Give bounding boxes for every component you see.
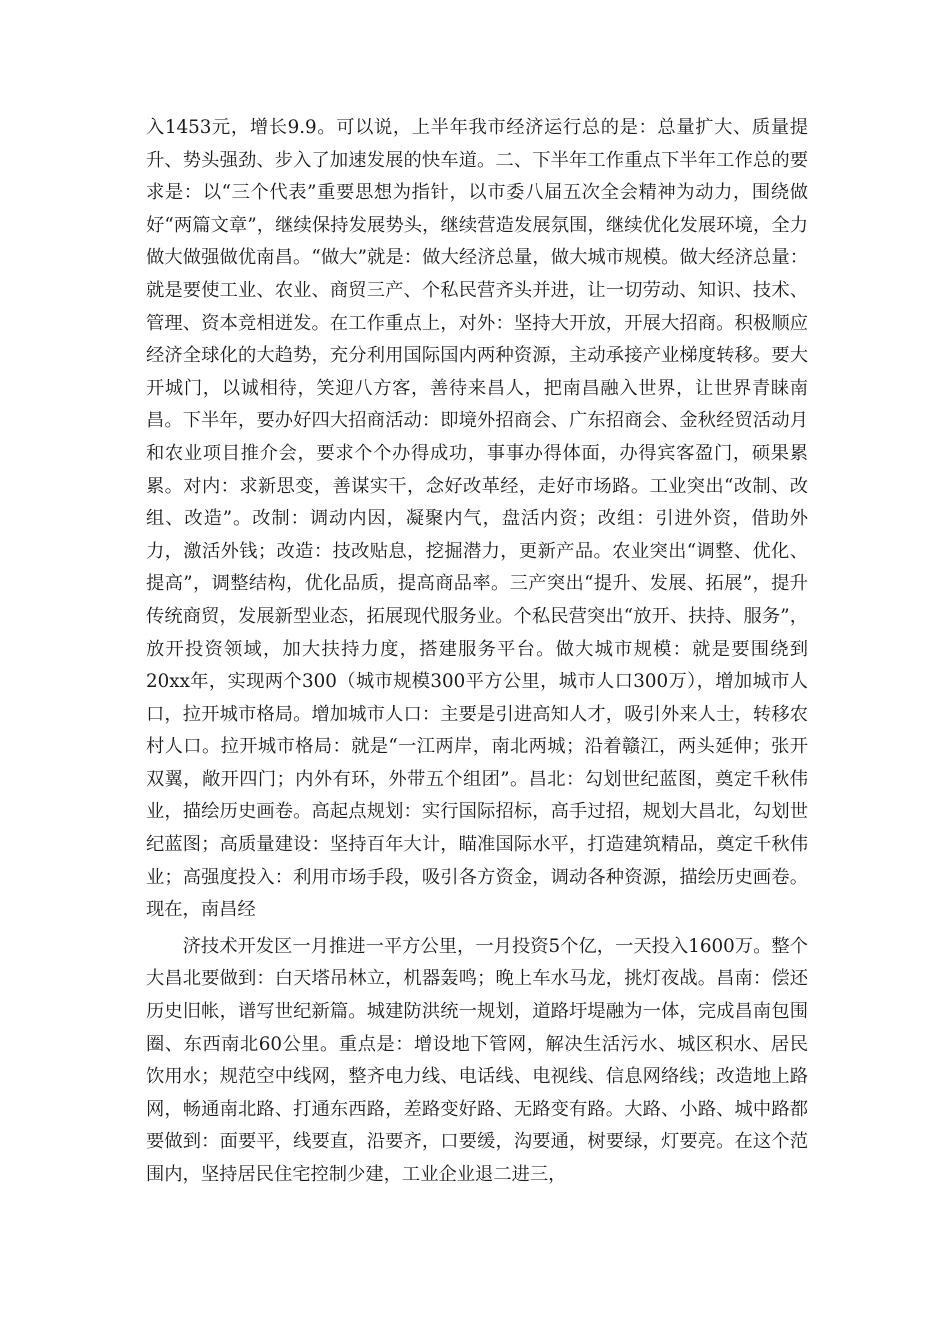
paragraph-2: 济技术开发区一月推进一平方公里，一月投资5个亿，一天投入1600万。整个大昌北要做到：白天塔吊林立，机器轰鸣；晚上车水马龙，挑灯夜战。昌南：偿还历史旧帐，谱写世纪新篇。城建防洪统一规划，道路圩堤融为一体，完成昌南包围圈、东西南北60公里。重点是：增设地下管网，解决生活污水、城区积水、居民饮用水；规范空中线网，整齐电力线、电话线、电视线、信息网络线；改造地上路网，畅通南北路、打通东西路，差路变好路、无路变有路。大路、小路、城中路都要做到：面要平，线要直，沿要齐，口要缓，沟要通，树要绿，灯要亮。在这个范围内，坚持居民住宅控制少建，工业企业退二进三， [146,935,808,1185]
paragraph-1: 入1453元，增长9.9。可以说，上半年我市经济运行总的是：总量扩大、质量提升、势头强劲、步入了加速发展的快车道。二、下半年工作重点下半年工作总的要求是：以“三个代表”重要思想为指针，以市委八届五次全会精神为动力，围绕做好“两篇文章”，继续保持发展势头，继续营造发展氛围，继续优化发展环境，全力做大做强做优南昌。“做大”就是：做大经济总量，做大城市规模。做大经济总量：就是要使工业、农业、商贸三产、个私民营齐头并进，让一切劳动、知识、技术、管理、资本竞相迸发。在工作重点上，对外：坚持大开放，开展大招商。积极顺应经济全球化的大趋势，充分利用国际国内两种资源，主动承接产业梯度转移。要大开城门，以诚相待，笑迎八方客，善待来昌人，把南昌融入世界，让世界青睐南昌。下半年，要办好四大招商活动：即境外招商会、广东招商会、金秋经贸活动月和农业项目推介会，要求个个办得成功，事事办得体面，办得宾客盈门，硕果累累。对内：求新思变，善谋实干，念好改革经，走好市场路。工业突出“改制、改组、改造”。改制：调动内因，凝聚内气，盘活内资；改组：引进外资，借助外力，激活外钱；改造：技改贴息，挖掘潜力，更新产品。农业突出“调整、优化、提高”，调整结构，优化品质，提高商品率。三产突出“提升、发展、拓展”，提升传统商贸，发展新型业态，拓展现代服务业。个私民营突出“放开、扶持、服务”，放开投资领域，加大扶持力度，搭建服务平台。做大城市规模：就是要围绕到20xx年，实现两个300（城市规模300平方公里，城市人口300万），增加城市人口，拉开城市格局。增加城市人口：主要是引进高知人才，吸引外来人士，转移农村人口。拉开城市格局：就是“一江两岸，南北两城；沿着赣江，两头延伸；张开双翼，敞开四门；内外有环，外带五个组团”。昌北：勾划世纪蓝图，奠定千秋伟业，描绘历史画卷。高起点规划：实行国际招标，高手过招，规划大昌北，勾划世纪蓝图；高质量建设：坚持百年大计，瞄准国际水平，打造建筑精品，奠定千秋伟业；高强度投入：利用市场手段，吸引各方资金，调动各种资源，描绘历史画卷。现在，南昌经 [146,117,808,921]
document-body [146,112,808,1192]
